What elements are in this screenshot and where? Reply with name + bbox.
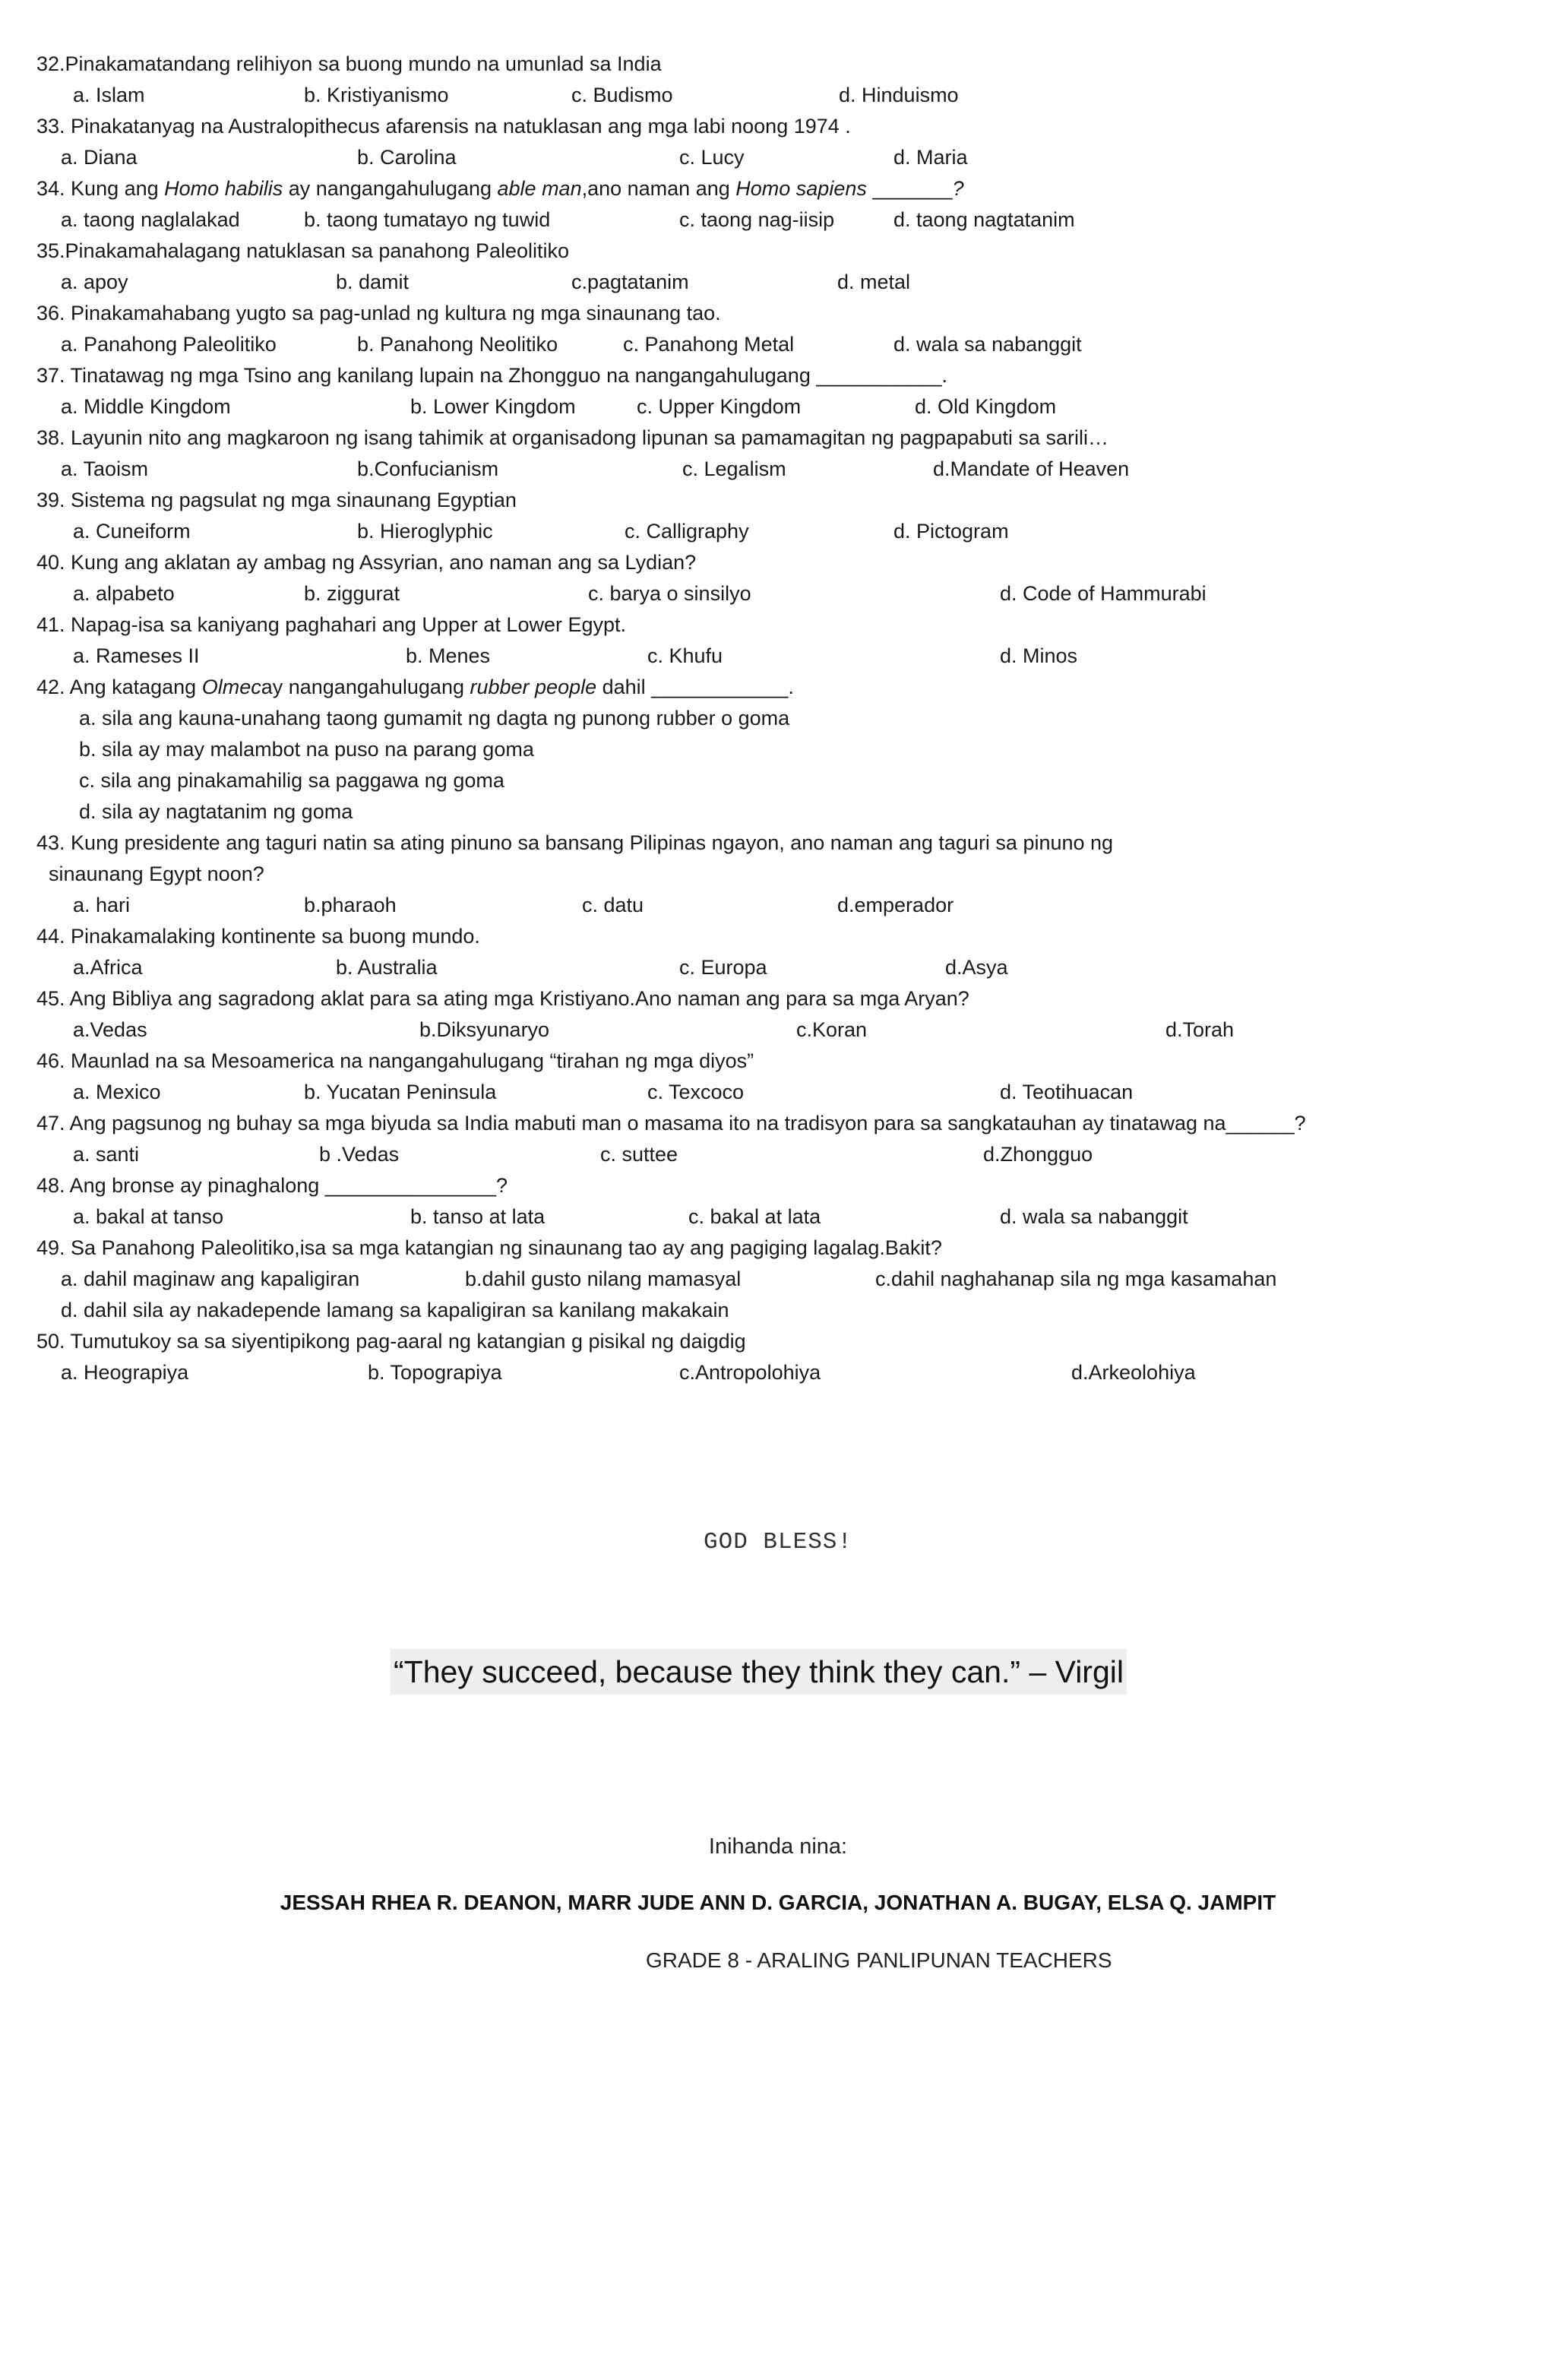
answer-option: b. Kristiyanismo bbox=[304, 84, 449, 106]
options-line bbox=[36, 454, 1526, 485]
answer-option: a. Heograpiya bbox=[61, 1361, 189, 1384]
answer-choice: d. sila ay nagtatanim ng goma bbox=[79, 800, 353, 823]
answer-option: b. tanso at lata bbox=[410, 1205, 546, 1228]
answer-option: b. ziggurat bbox=[304, 582, 400, 605]
answer-option: a. santi bbox=[73, 1143, 140, 1166]
question-body: Pinakamahabang yugto sa pag-unlad ng kultura ng mga sinaunang tao. bbox=[65, 302, 721, 324]
question-number: 33. bbox=[36, 115, 65, 138]
answer-option: c.dahil naghahanap sila ng mga kasamahan bbox=[875, 1268, 1277, 1290]
question-text bbox=[36, 49, 662, 80]
answer-option: c. Europa bbox=[679, 956, 767, 979]
answer-choice: b. sila ay may malambot na puso na parang goma bbox=[79, 738, 534, 761]
question-text-part: able man bbox=[497, 177, 582, 200]
question-body: Sistema ng pagsulat ng mga sinaunang Egyptian bbox=[65, 489, 517, 511]
options-line bbox=[36, 1295, 1526, 1326]
answer-option: b.dahil gusto nilang mamasyal bbox=[465, 1268, 742, 1290]
answer-option: c. Khufu bbox=[647, 644, 723, 667]
question-line bbox=[36, 828, 1526, 859]
answer-option: b. Yucatan Peninsula bbox=[304, 1081, 497, 1103]
options-line bbox=[36, 1014, 1526, 1046]
question-line bbox=[36, 360, 1526, 391]
question-number: 49. bbox=[36, 1236, 65, 1259]
answer-option: c.Koran bbox=[796, 1018, 868, 1041]
answer-choice-line bbox=[36, 703, 1526, 734]
question-number: 48. bbox=[36, 1174, 65, 1197]
question-line bbox=[36, 298, 1526, 329]
question-line bbox=[36, 49, 1526, 80]
answer-option: c. Upper Kingdom bbox=[637, 395, 802, 418]
options-line bbox=[36, 890, 1526, 921]
answer-option: d. Minos bbox=[1000, 644, 1078, 667]
options-line bbox=[36, 578, 1526, 609]
question-body: Tinatawag ng mga Tsino ang kanilang lupain na Zhongguo na nangangahulugang ___________. bbox=[65, 364, 948, 387]
question-number: 37. bbox=[36, 364, 65, 387]
question-text-part: ay nangangahulugang bbox=[261, 676, 470, 698]
answer-option: c.Antropolohiya bbox=[679, 1361, 821, 1384]
prepared-by-label: Inihanda nina: bbox=[708, 1834, 848, 1859]
answer-option: c. Budismo bbox=[571, 84, 673, 106]
question-number: 34. bbox=[36, 177, 65, 200]
answer-option: a. bakal at tanso bbox=[73, 1205, 224, 1228]
question-line bbox=[36, 423, 1526, 454]
question-text bbox=[36, 1326, 746, 1357]
answer-option: d. Teotihuacan bbox=[1000, 1081, 1134, 1103]
answer-option: d. metal bbox=[837, 271, 911, 293]
answer-option: d.emperador bbox=[837, 894, 954, 916]
question-number: 50. bbox=[36, 1330, 65, 1353]
answer-option: c. suttee bbox=[600, 1143, 678, 1166]
question-continuation-line bbox=[36, 859, 1526, 890]
question-line bbox=[36, 983, 1526, 1014]
question-number: 44. bbox=[36, 925, 65, 948]
question-text-part: Homo sapiens bbox=[735, 177, 867, 200]
answer-option: c. Legalism bbox=[682, 457, 786, 480]
question-line bbox=[36, 547, 1526, 578]
question-body: Pinakatanyag na Australopithecus afarensis na natuklasan ang mga labi noong 1974 . bbox=[65, 115, 851, 138]
options-line bbox=[36, 1264, 1526, 1295]
answer-option: b. Menes bbox=[406, 644, 491, 667]
question-body: Maunlad na sa Mesoamerica na nangangahulugang “tirahan ng mga diyos” bbox=[65, 1049, 754, 1072]
answer-option: d.Mandate of Heaven bbox=[933, 457, 1130, 480]
question-body: Sa Panahong Paleolitiko,isa sa mga katangian ng sinaunang tao ay ang pagiging lagalag.Bakit? bbox=[65, 1236, 942, 1259]
answer-option: d. Code of Hammurabi bbox=[1000, 582, 1207, 605]
answer-option: b.pharaoh bbox=[304, 894, 397, 916]
answer-option: b.Diksyunaryo bbox=[419, 1018, 550, 1041]
answer-option: a. alpabeto bbox=[73, 582, 175, 605]
answer-option: d. Hinduismo bbox=[839, 84, 959, 106]
question-text bbox=[36, 672, 794, 703]
question-body: Pinakamahalagang natuklasan sa panahong Paleolitiko bbox=[65, 239, 570, 262]
answer-option: d. taong nagtatanim bbox=[893, 208, 1075, 231]
answer-option: c. Calligraphy bbox=[625, 520, 749, 543]
question-number: 36. bbox=[36, 302, 65, 324]
answer-option: a. Taoism bbox=[61, 457, 149, 480]
question-text bbox=[36, 609, 626, 641]
answer-option: d.Zhongguo bbox=[983, 1143, 1093, 1166]
question-text-part: Ang katagang bbox=[65, 676, 202, 698]
answer-option: a. Rameses II bbox=[73, 644, 200, 667]
answer-option: b .Vedas bbox=[319, 1143, 400, 1166]
question-text bbox=[36, 360, 947, 391]
answer-option: c. datu bbox=[582, 894, 644, 916]
answer-option: a. Middle Kingdom bbox=[61, 395, 231, 418]
answer-option: b. taong tumatayo ng tuwid bbox=[304, 208, 551, 231]
question-text bbox=[36, 485, 517, 516]
options-line bbox=[36, 1077, 1526, 1108]
answer-option: b. Lower Kingdom bbox=[410, 395, 576, 418]
answer-option: a. Islam bbox=[73, 84, 145, 106]
answer-option: c. Lucy bbox=[679, 146, 745, 169]
answer-option: d.Arkeolohiya bbox=[1071, 1361, 1196, 1384]
question-line bbox=[36, 485, 1526, 516]
answer-option: a. Mexico bbox=[73, 1081, 161, 1103]
question-body: Tumutukoy sa sa siyentipikong pag-aaral ng katangian g pisikal ng daigdig bbox=[65, 1330, 746, 1353]
answer-option: b. Hieroglyphic bbox=[357, 520, 493, 543]
answer-option: b. Carolina bbox=[357, 146, 457, 169]
question-text bbox=[36, 921, 480, 952]
question-number: 43. bbox=[36, 831, 65, 854]
question-line bbox=[36, 1233, 1526, 1264]
answer-option: a. taong naglalakad bbox=[61, 208, 240, 231]
question-text bbox=[36, 173, 964, 204]
answer-option: b. Panahong Neolitiko bbox=[357, 333, 558, 356]
answer-option: d.Torah bbox=[1165, 1018, 1235, 1041]
answer-option: d. Pictogram bbox=[893, 520, 1009, 543]
question-text-part: dahil ____________. bbox=[596, 676, 794, 698]
closing-quote: “They succeed, because they think they can.” – Virgil bbox=[391, 1649, 1127, 1695]
question-line bbox=[36, 921, 1526, 952]
answer-choice: c. sila ang pinakamahilig sa paggawa ng goma bbox=[79, 769, 504, 792]
question-text-part: Homo habilis bbox=[164, 177, 283, 200]
question-text-part: Olmec bbox=[201, 676, 261, 698]
question-text bbox=[36, 1108, 1306, 1139]
answer-choice-line bbox=[36, 765, 1526, 796]
question-text-part: Kung ang bbox=[65, 177, 165, 200]
answer-option: b.Confucianism bbox=[357, 457, 499, 480]
question-text bbox=[36, 547, 696, 578]
question-line bbox=[36, 236, 1526, 267]
answer-option: c. barya o sinsilyo bbox=[588, 582, 751, 605]
answer-option: b. damit bbox=[336, 271, 410, 293]
question-number: 38. bbox=[36, 426, 65, 449]
answer-option: a. Diana bbox=[61, 146, 138, 169]
question-line bbox=[36, 1108, 1526, 1139]
authors-list: JESSAH RHEA R. DEANON, MARR JUDE ANN D. GARCIA, JONATHAN A. BUGAY, ELSA Q. JAMPIT bbox=[280, 1891, 1276, 1914]
question-body: Ang pagsunog ng buhay sa mga biyuda sa India mabuti man o masama ito na tradisyon para sa sangkatauhan ay tinatawag na______? bbox=[65, 1112, 1306, 1135]
answer-choice-line bbox=[36, 734, 1526, 765]
options-line bbox=[36, 329, 1526, 360]
answer-option: d. wala sa nabanggit bbox=[893, 333, 1082, 356]
answer-option: d.Asya bbox=[945, 956, 1008, 979]
blessing-text: GOD BLESS! bbox=[703, 1529, 853, 1556]
question-number: 46. bbox=[36, 1049, 65, 1072]
answer-option: d. dahil sila ay nakadepende lamang sa kapaligiran sa kanilang makakain bbox=[61, 1299, 729, 1321]
answer-choice-line bbox=[36, 796, 1526, 828]
question-body: Pinakamatandang relihiyon sa buong mundo na umunlad sa India bbox=[65, 52, 662, 75]
question-text bbox=[36, 111, 851, 142]
question-line bbox=[36, 1170, 1526, 1201]
answer-option: b. Australia bbox=[336, 956, 438, 979]
answer-option: a. hari bbox=[73, 894, 131, 916]
question-text bbox=[36, 983, 969, 1014]
question-body: Kung ang aklatan ay ambag ng Assyrian, ano naman ang sa Lydian? bbox=[65, 551, 697, 574]
options-line bbox=[36, 391, 1526, 423]
question-number: 42. bbox=[36, 676, 65, 698]
question-text-part: ,ano naman ang bbox=[581, 177, 736, 200]
answer-option: d. wala sa nabanggit bbox=[1000, 1205, 1188, 1228]
options-line bbox=[36, 641, 1526, 672]
question-line bbox=[36, 609, 1526, 641]
question-text-part: ay nangangahulugang bbox=[283, 177, 498, 200]
question-text bbox=[36, 1170, 508, 1201]
question-body: Ang Bibliya ang sagradong aklat para sa ating mga Kristiyano.Ano naman ang para sa mga Aryan? bbox=[65, 987, 969, 1010]
question-text bbox=[36, 298, 721, 329]
answer-option: c.pagtatanim bbox=[571, 271, 689, 293]
question-text-part: ? bbox=[952, 177, 964, 200]
question-text bbox=[36, 1046, 754, 1077]
question-text-part: _______ bbox=[866, 177, 953, 200]
question-body: Pinakamalaking kontinente sa buong mundo. bbox=[65, 925, 480, 948]
answer-option: a.Africa bbox=[73, 956, 143, 979]
options-line bbox=[36, 204, 1526, 236]
answer-option: b. Topograpiya bbox=[368, 1361, 502, 1384]
options-line bbox=[36, 1357, 1526, 1388]
question-number: 35. bbox=[36, 239, 65, 262]
question-text bbox=[36, 236, 569, 267]
question-number: 41. bbox=[36, 613, 65, 636]
answer-option: a. apoy bbox=[61, 271, 128, 293]
question-line bbox=[36, 1046, 1526, 1077]
answer-choice: a. sila ang kauna-unahang taong gumamit ng dagta ng punong rubber o goma bbox=[79, 707, 790, 730]
question-list bbox=[36, 49, 1526, 1388]
question-text bbox=[36, 1233, 942, 1264]
grade-label: GRADE 8 - ARALING PANLIPUNAN TEACHERS bbox=[646, 1948, 1112, 1972]
question-line bbox=[36, 672, 1526, 703]
options-line bbox=[36, 952, 1526, 983]
question-line bbox=[36, 173, 1526, 204]
question-continuation: sinaunang Egypt noon? bbox=[49, 862, 264, 885]
answer-option: c. Panahong Metal bbox=[623, 333, 795, 356]
question-text-part: rubber people bbox=[470, 676, 597, 698]
question-text bbox=[36, 423, 1108, 454]
answer-option: c. bakal at lata bbox=[688, 1205, 821, 1228]
answer-option: a.Vedas bbox=[73, 1018, 147, 1041]
question-number: 39. bbox=[36, 489, 65, 511]
options-line bbox=[36, 1201, 1526, 1233]
question-number: 32. bbox=[36, 52, 65, 75]
answer-option: c. taong nag-iisip bbox=[679, 208, 835, 231]
question-line bbox=[36, 1326, 1526, 1357]
question-number: 47. bbox=[36, 1112, 65, 1135]
answer-option: a. Panahong Paleolitiko bbox=[61, 333, 277, 356]
answer-option: a. Cuneiform bbox=[73, 520, 191, 543]
question-body: Napag-isa sa kaniyang paghahari ang Upper at Lower Egypt. bbox=[65, 613, 627, 636]
answer-option: d. Old Kingdom bbox=[915, 395, 1057, 418]
question-number: 40. bbox=[36, 551, 65, 574]
options-line bbox=[36, 267, 1526, 298]
question-body: Kung presidente ang taguri natin sa ating pinuno sa bansang Pilipinas ngayon, ano naman ang taguri sa pinuno ng bbox=[65, 831, 1114, 854]
question-body: Ang bronse ay pinaghalong _______________? bbox=[65, 1174, 508, 1197]
options-line bbox=[36, 1139, 1526, 1170]
answer-option: c. Texcoco bbox=[647, 1081, 745, 1103]
question-line bbox=[36, 111, 1526, 142]
question-body: Layunin nito ang magkaroon ng isang tahimik at organisadong lipunan sa pamamagitan ng pagpapabuti sa sarili… bbox=[65, 426, 1108, 449]
answer-option: a. dahil maginaw ang kapaligiran bbox=[61, 1268, 360, 1290]
question-text bbox=[36, 828, 1113, 859]
answer-option: d. Maria bbox=[893, 146, 968, 169]
options-line bbox=[36, 516, 1526, 547]
options-line bbox=[36, 142, 1526, 173]
question-number: 45. bbox=[36, 987, 65, 1010]
options-line bbox=[36, 80, 1526, 111]
